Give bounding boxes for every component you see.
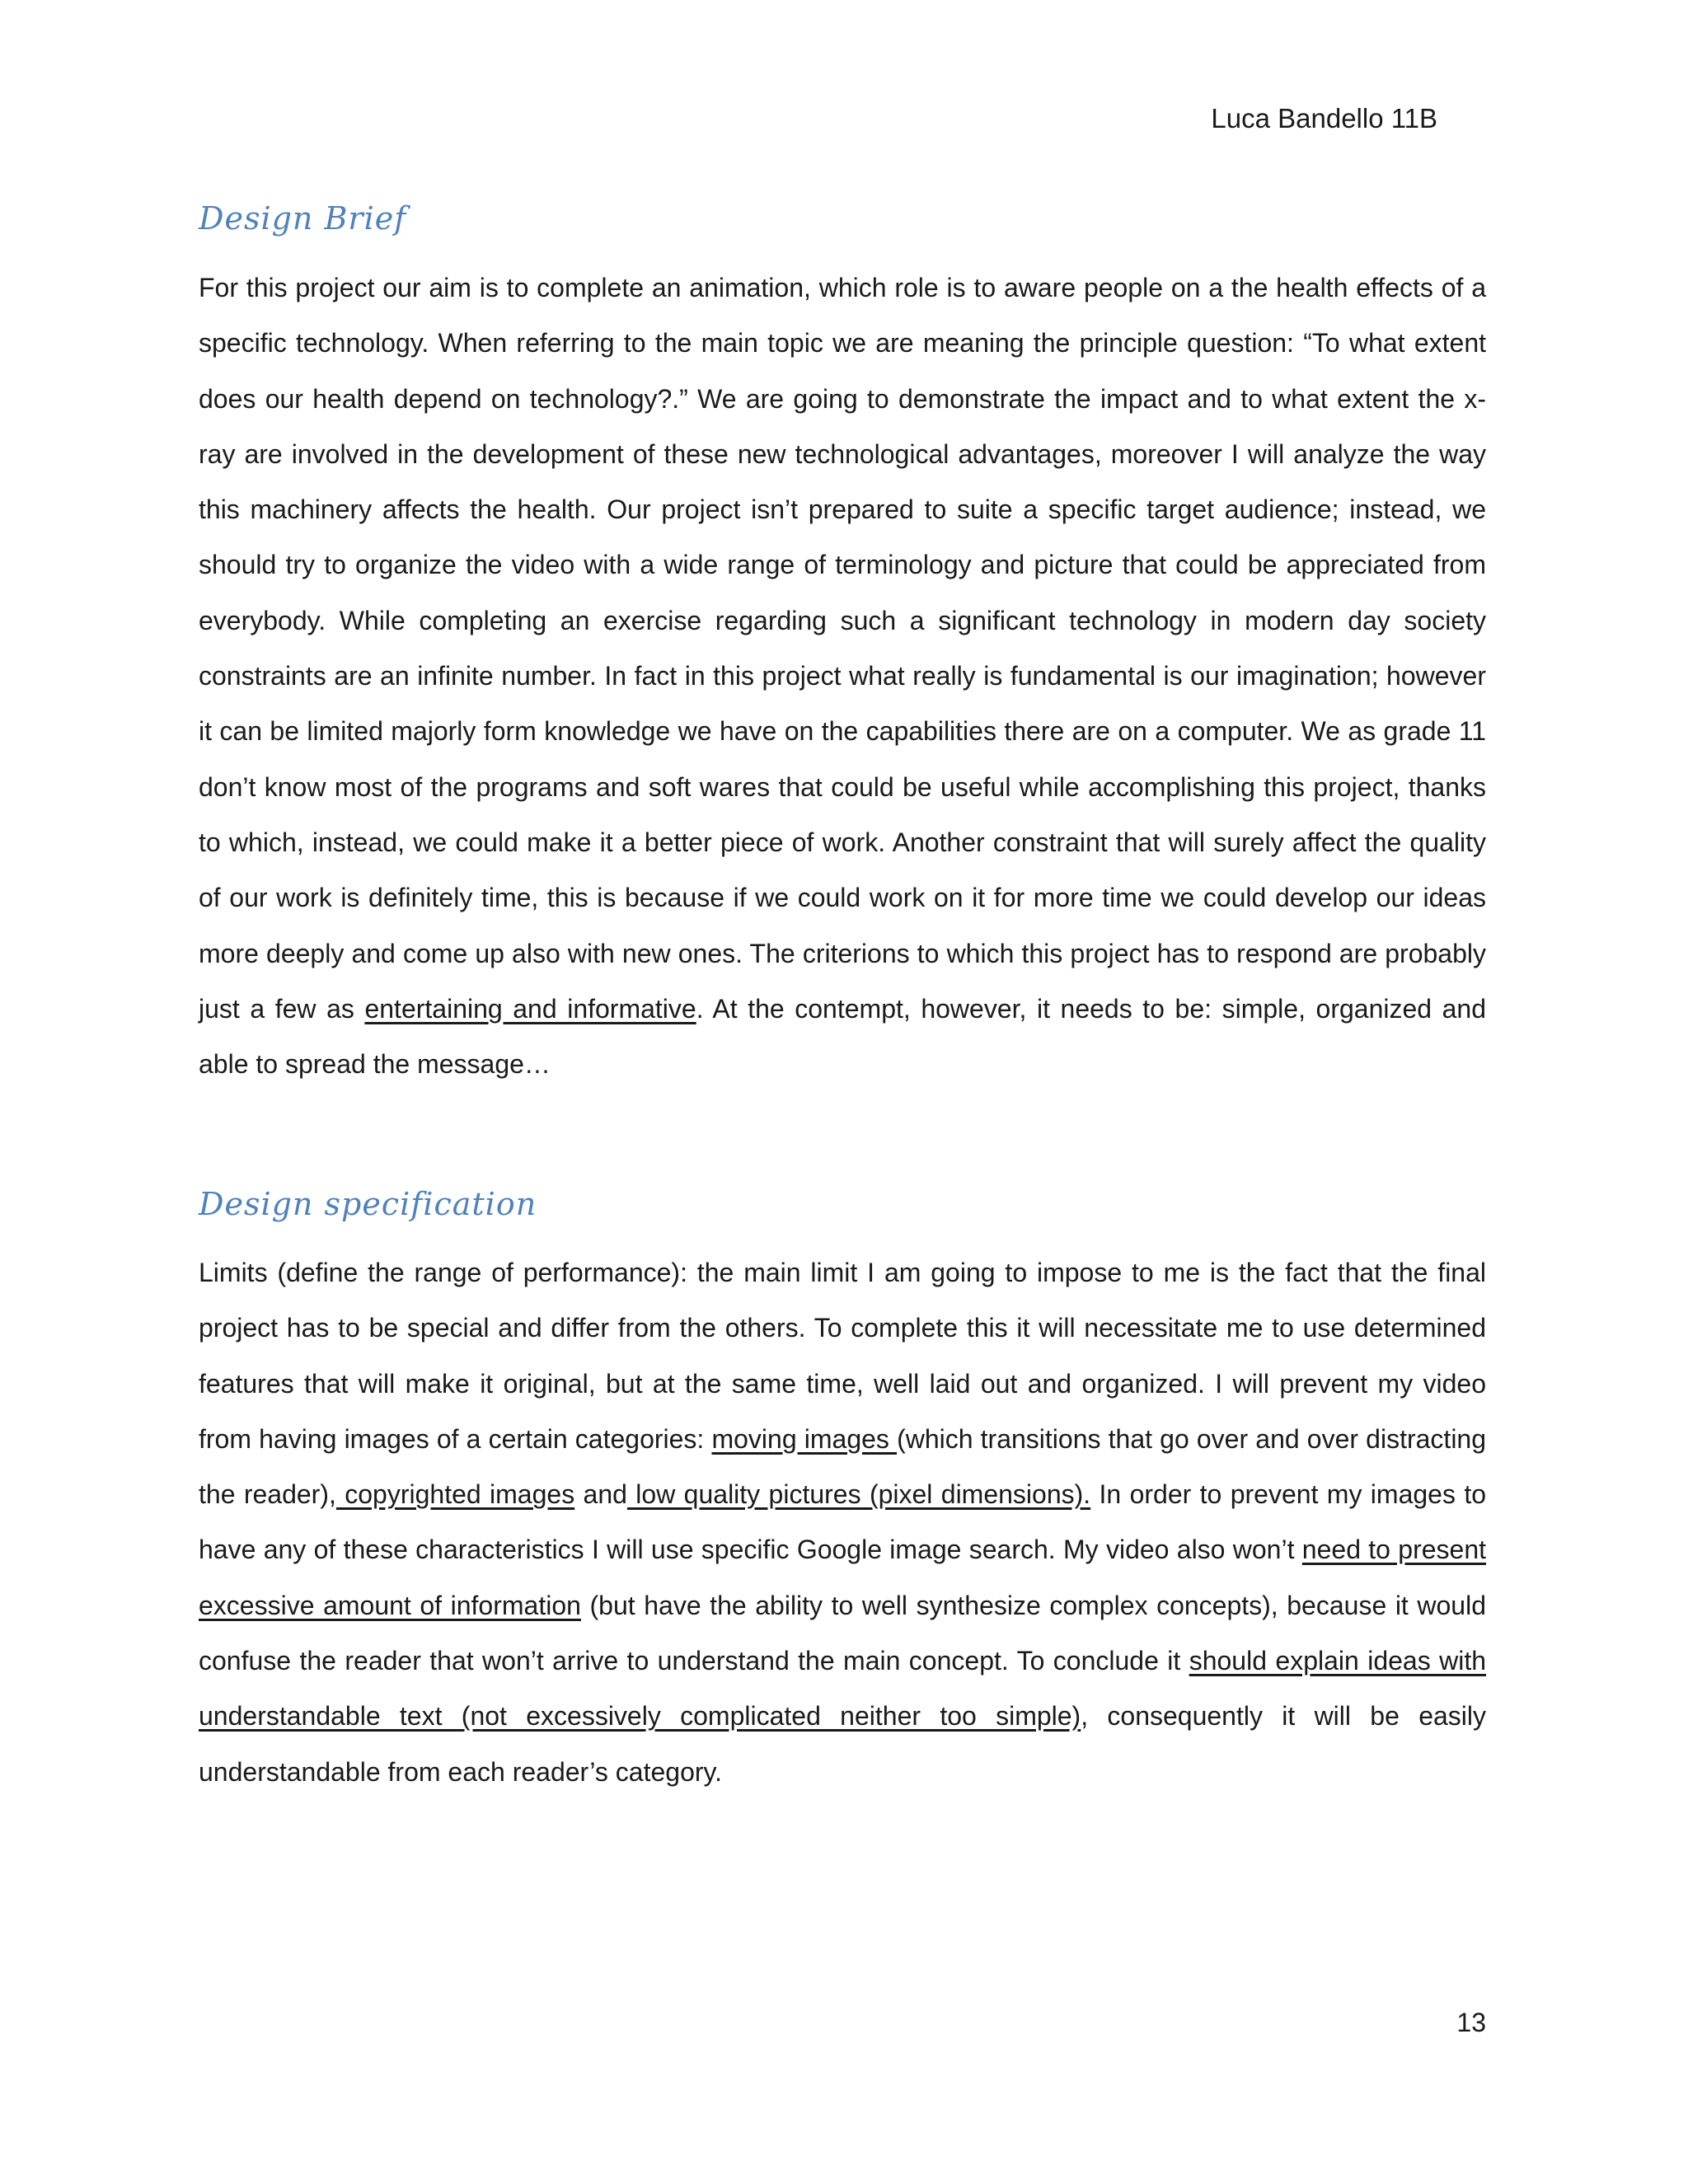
spec-underlined-text: copyrighted images xyxy=(335,1479,575,1510)
spec-underlined-text: low quality pictures (pixel dimensions). xyxy=(626,1479,1091,1510)
spec-text: In order to prevent my images to have any of these characteristics I will use specific Google image search. My video also won’t xyxy=(199,1479,1487,1565)
design-brief-heading: Design Brief xyxy=(199,200,407,237)
spec-text: (which transitions that go over and over distracting the reader), xyxy=(199,1423,1487,1510)
design-specification-heading: Design specification xyxy=(199,1186,537,1222)
spec-text: and xyxy=(574,1479,627,1510)
spec-underlined-text: moving images xyxy=(711,1423,898,1454)
brief-underlined-text: entertaining and informative xyxy=(364,993,696,1024)
page-number: 13 xyxy=(1456,2008,1486,2037)
brief-text: For this project our aim is to complete an animation, which role is to aware people on a the health effects of a specific technology. When referring to the main topic we are meaning the principle question: “To what extent does our health depend on technology?.” We are going to demonstrate the impact and to what extent the x- ray are involved in the development of these new technological advantages, moreover I will analyze the way this machinery affects the health. Our project isn’t prepared to suite a specific target audience; instead, we should try to organize the video with a wide range of terminology and picture that could be appreciated from everybody. While completing an exercise regarding such a significant technology in modern day society constraints are an infinite number. In fact in this project what really is fundamental is our imagination; however it can be limited majorly form knowledge we have on the capabilities there are on a computer. We as grade 11 don’t know most of the programs and soft wares that could be useful while accomplishing this project, thanks to which, instead, we could make it a better piece of work. Another constraint that will surely affect the quality of our work is definitely time, this is because if we could work on it for more time we could develop our ideas more deeply and come up also with new ones. The criterions to which this project has to respond are probably just a few as xyxy=(199,273,1486,1024)
spec-underlined-text: need to present excessive amount of information xyxy=(199,1535,1487,1620)
spec-text: Limits (define the range of performance): the main limit I am going to impose to me is the fact that the final project has to be special and differ from the others. To complete this it will necessitate me to use determined features that will make it original, but at the same time, well laid out and organized. I will prevent my video from having images of a certain categories: xyxy=(199,1258,1486,1454)
design-brief-paragraph xyxy=(199,260,1486,1092)
spec-text: (but have the ability to well synthesize complex concepts), because it would confuse the reader that won’t arrive to understand the main concept. To conclude it xyxy=(199,1590,1487,1676)
design-specification-paragraph xyxy=(199,1245,1486,1800)
header-author: Luca Bandello 11B xyxy=(1211,103,1437,134)
spec-text: , consequently it will be easily understandable from each reader’s category. xyxy=(199,1701,1487,1787)
spec-underlined-text: should explain ideas with understandable text (not excessively complicated neither too simple) xyxy=(199,1646,1487,1732)
brief-text: . At the contempt, however, it needs to be: simple, organized and able to spread the message… xyxy=(199,993,1487,1080)
